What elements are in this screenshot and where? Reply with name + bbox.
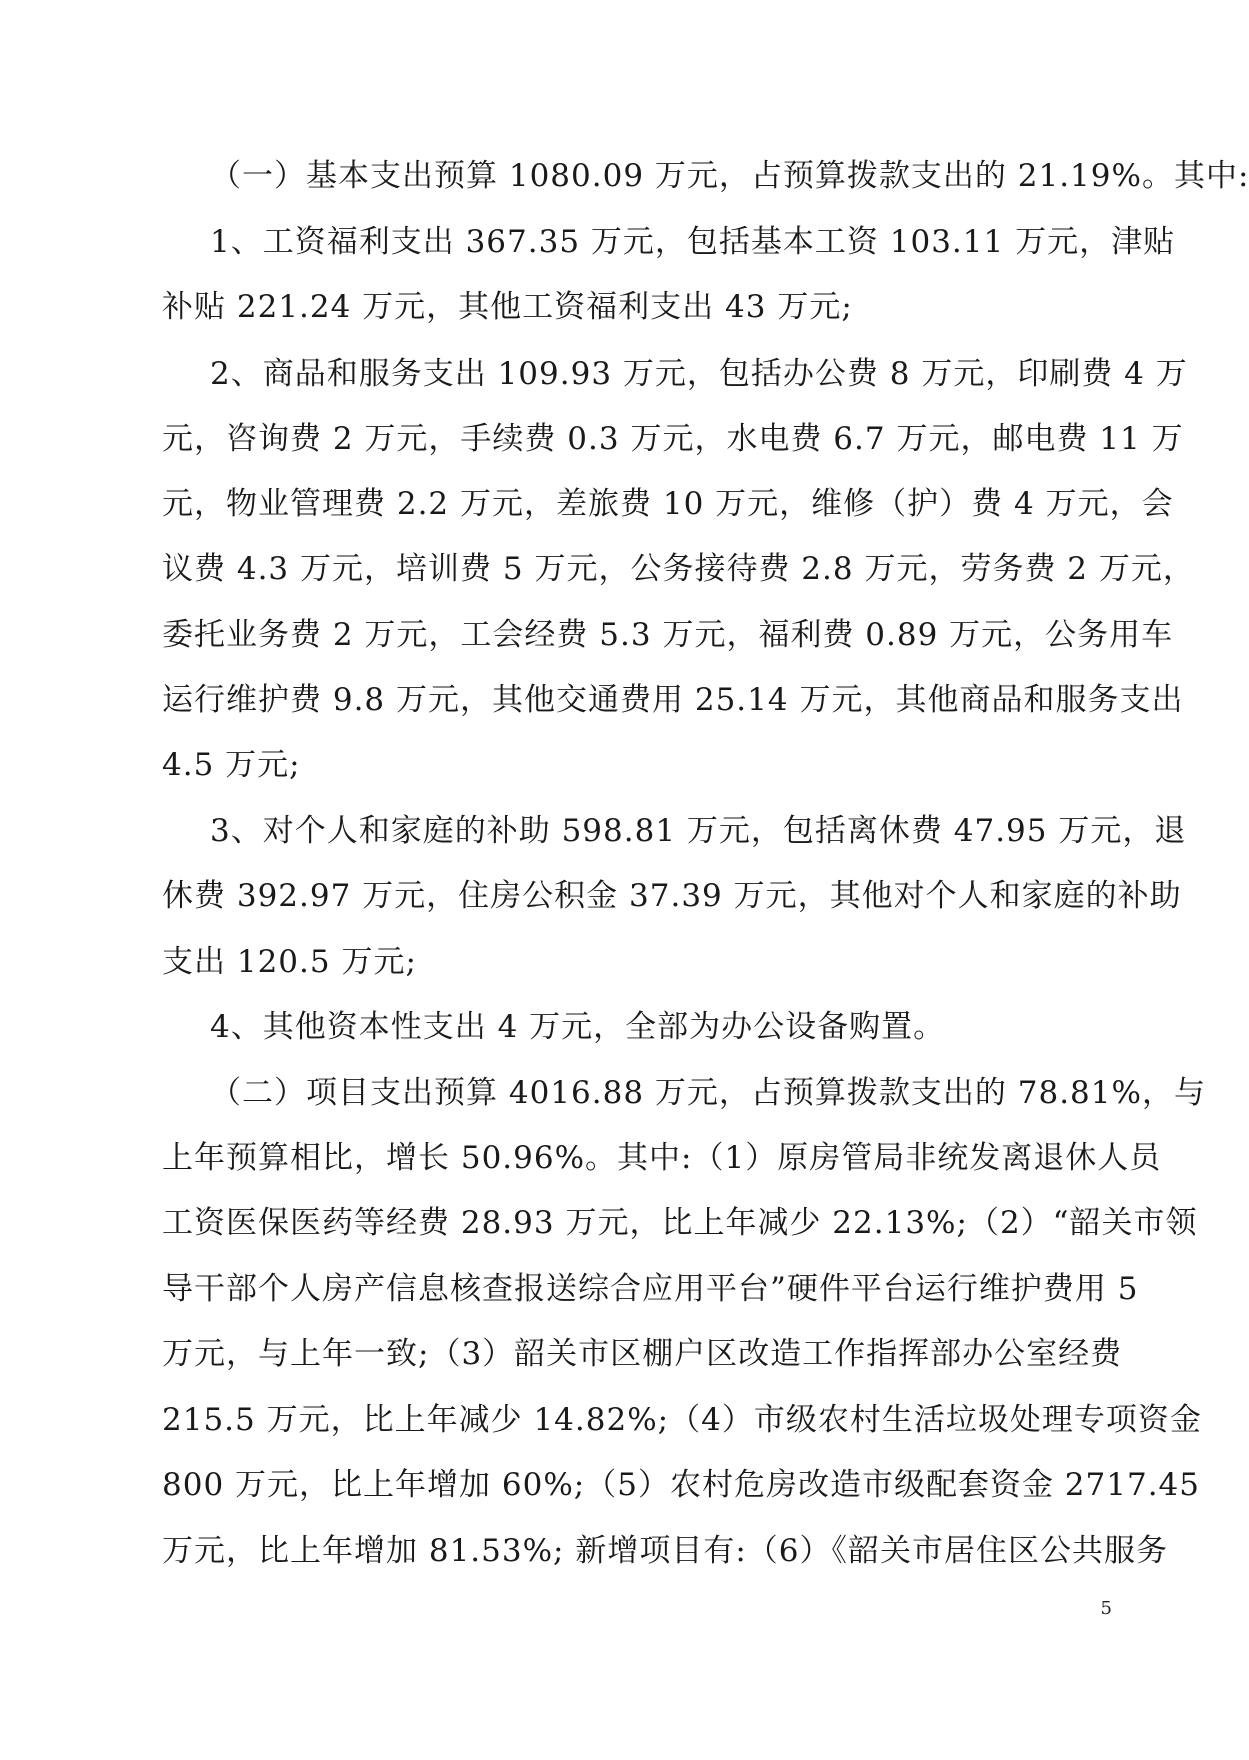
text-line: 万元，比上年增加 81.53%; 新增项目有:（6）《韶关市居住区公共服务 — [162, 1533, 1169, 1569]
text-line: 上年预算相比，增长 50.96%。其中:（1）原房管局非统发离退休人员 — [162, 1140, 1162, 1176]
text-line: 215.5 万元，比上年减少 14.82%;（4）市级农村生活垃圾处理专项资金 — [162, 1402, 1202, 1438]
text-line: 800 万元，比上年增加 60%;（5）农村危房改造市级配套资金 2717.45 — [162, 1467, 1200, 1503]
text-line: 万元，与上年一致;（3）韶关市区棚户区改造工作指挥部办公室经费 — [162, 1336, 1123, 1372]
text-line: 补贴 221.24 万元，其他工资福利支出 43 万元; — [162, 289, 853, 325]
text-line: 导干部个人房产信息核查报送综合应用平台”硬件平台运行维护费用 5 — [162, 1271, 1139, 1307]
text-line: 1、工资福利支出 367.35 万元，包括基本工资 103.11 万元，津贴 — [210, 224, 1176, 260]
text-line: 议费 4.3 万元，培训费 5 万元，公务接待费 2.8 万元，劳务费 2 万元， — [162, 551, 1195, 587]
page-number: 5 — [1100, 1598, 1112, 1619]
text-line: 工资医保医药等经费 28.93 万元，比上年减少 22.13%;（2）“韶关市领 — [162, 1205, 1198, 1241]
text-line: （一）基本支出预算 1080.09 万元，占预算拨款支出的 21.19%。其中: — [210, 158, 1249, 194]
text-line: 休费 392.97 万元，住房公积金 37.39 万元，其他对个人和家庭的补助 — [162, 878, 1182, 914]
text-line: 4.5 万元; — [162, 747, 301, 783]
text-line: 3、对个人和家庭的补助 598.81 万元，包括离休费 47.95 万元，退 — [210, 813, 1187, 849]
text-line: （二）项目支出预算 4016.88 万元，占预算拨款支出的 78.81%，与 — [210, 1075, 1206, 1111]
text-line: 运行维护费 9.8 万元，其他交通费用 25.14 万元，其他商品和服务支出 — [162, 682, 1184, 718]
text-line: 元，物业管理费 2.2 万元，差旅费 10 万元，维修（护）费 4 万元，会 — [162, 486, 1174, 522]
text-line: 2、商品和服务支出 109.93 万元，包括办公费 8 万元，印刷费 4 万 — [210, 356, 1188, 392]
text-line: 4、其他资本性支出 4 万元，全部为办公设备购置。 — [210, 1009, 946, 1045]
text-line: 委托业务费 2 万元，工会经费 5.3 万元，福利费 0.89 万元，公务用车 — [162, 617, 1174, 653]
text-line: 支出 120.5 万元; — [162, 944, 417, 980]
text-line: 元，咨询费 2 万元，手续费 0.3 万元，水电费 6.7 万元，邮电费 11 万 — [162, 421, 1184, 457]
